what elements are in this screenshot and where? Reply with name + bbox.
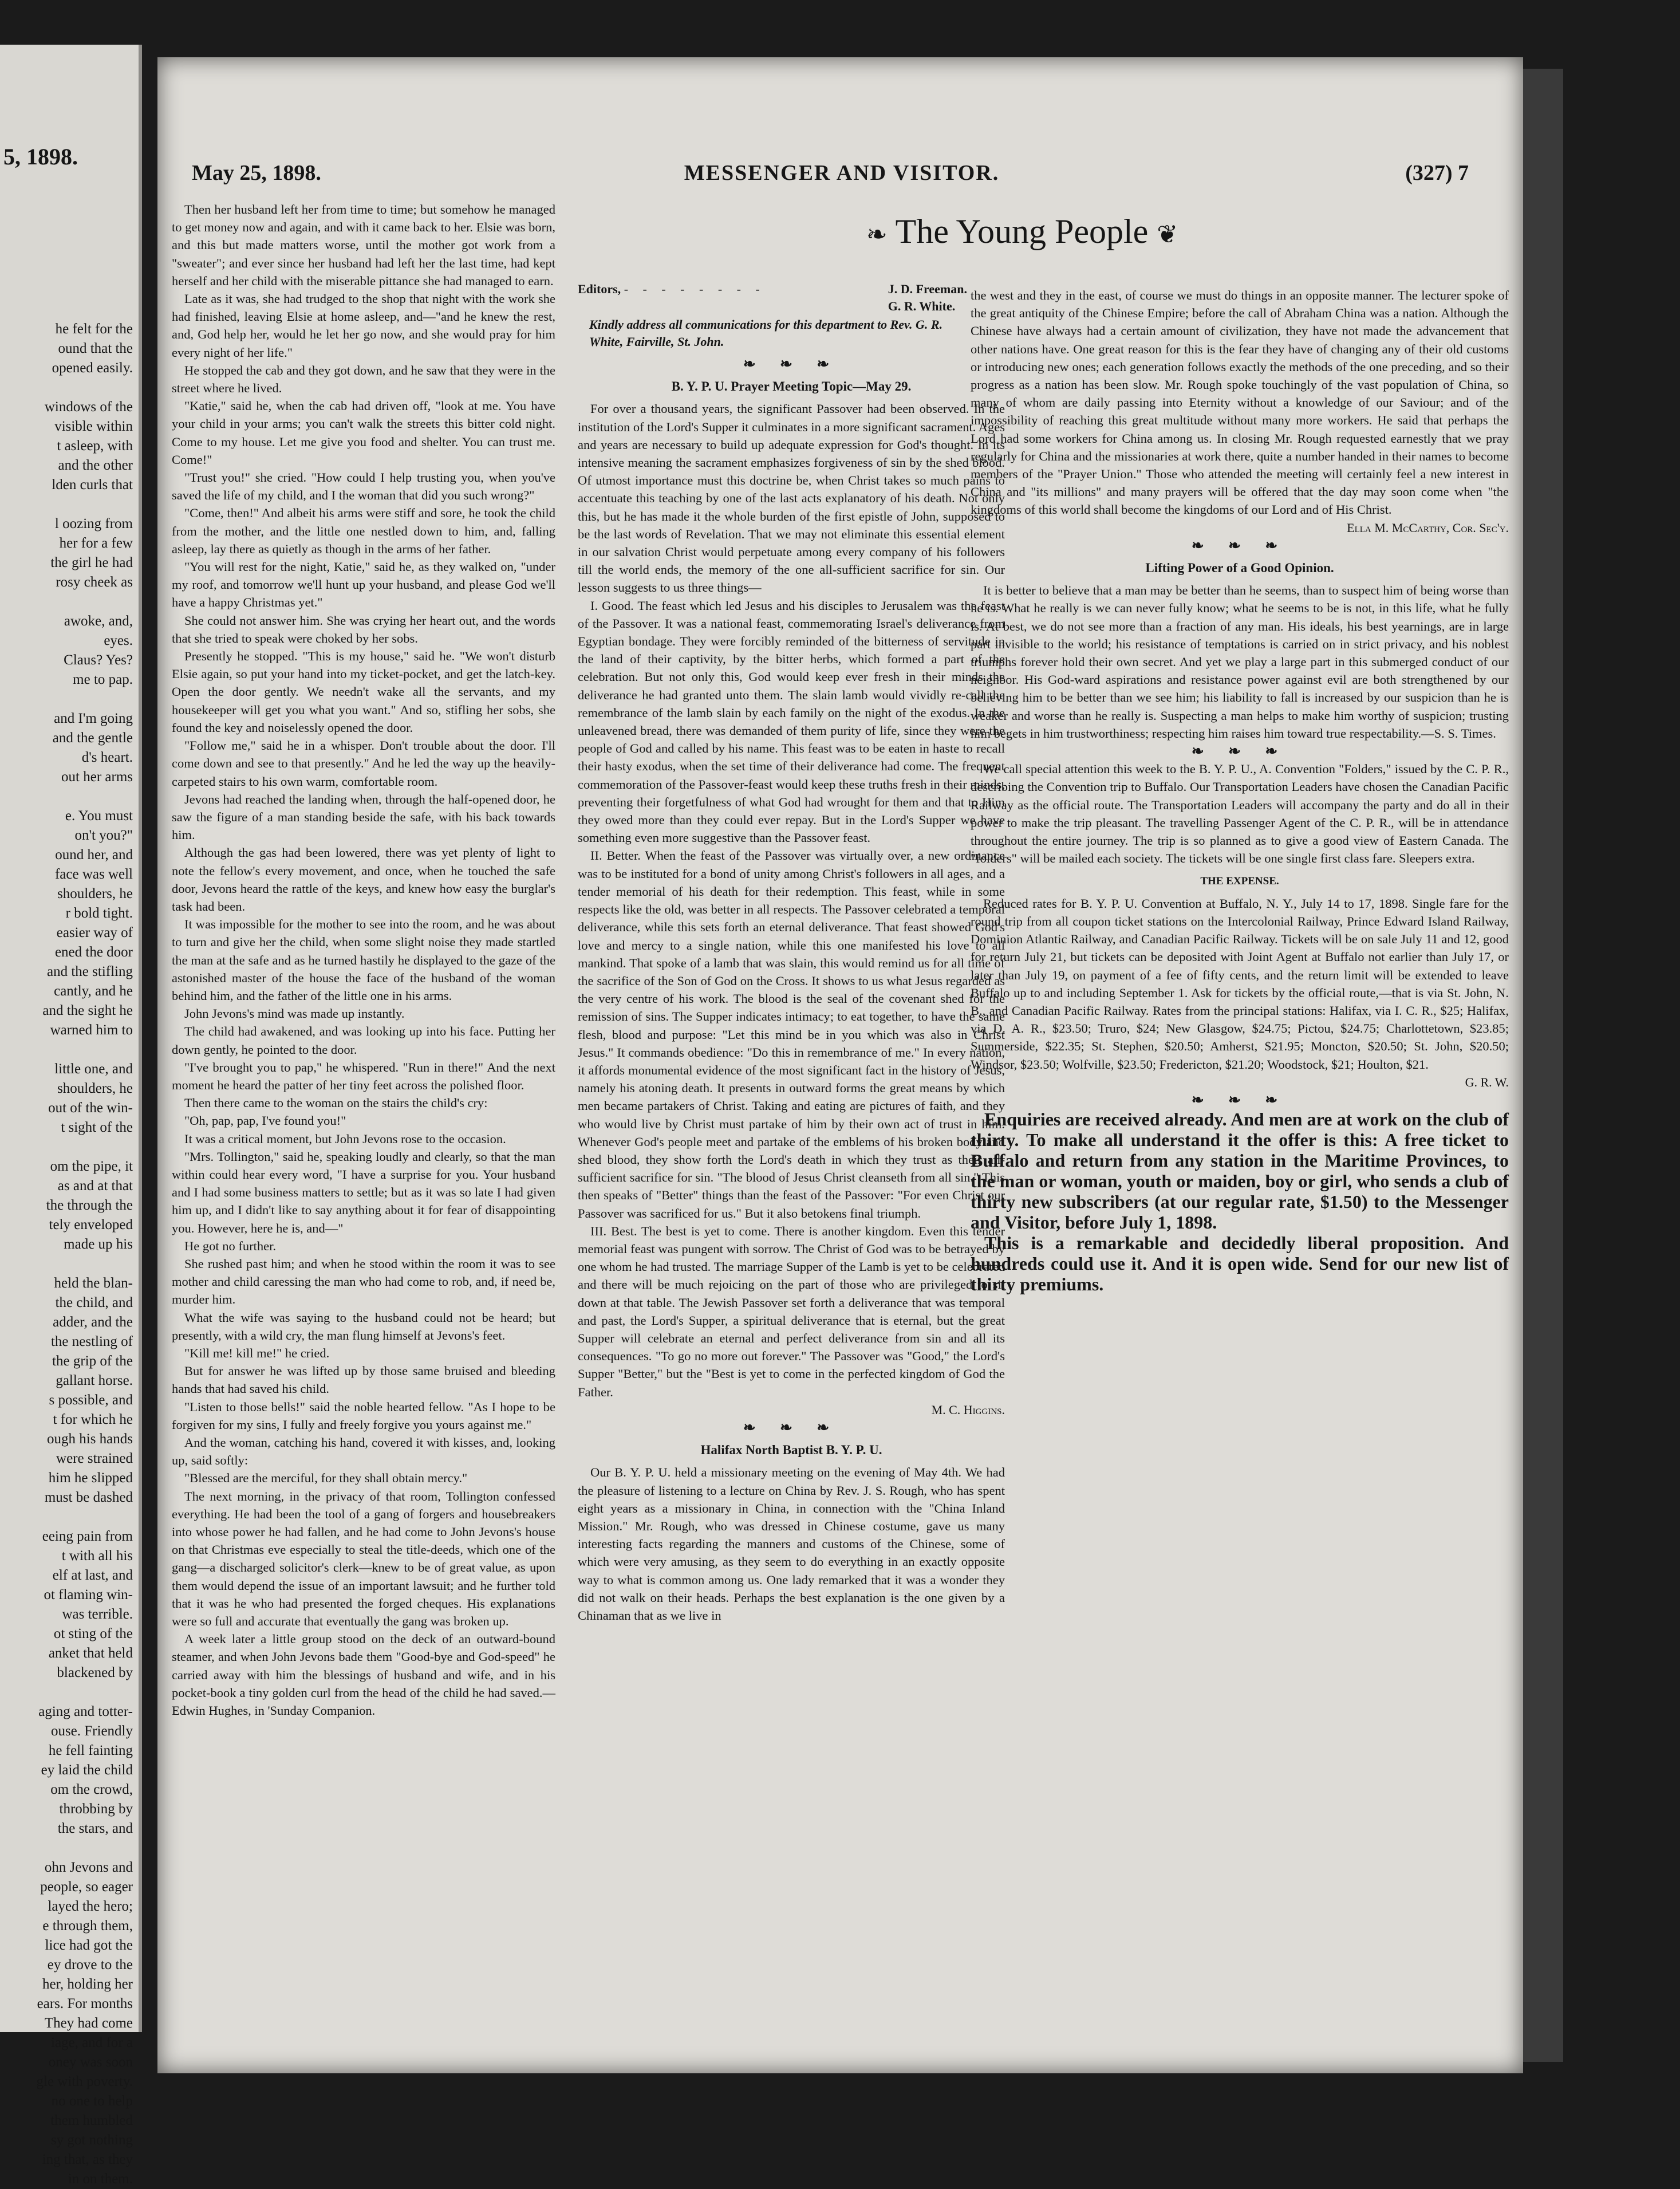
prayer-signature: M. C. Higgins.: [931, 1402, 1005, 1417]
previous-page-line: [37, 1683, 133, 1702]
section-ornament: ❧ ❧ ❧: [1191, 1091, 1288, 1108]
halifax-paragraph: Our B. Y. P. U. held a missionary meeting on the evening of May 4th. We had the pleasure of listening to a lecture on China by Rev. J. S. Rough, who has spent eight years as a missionary in China, in connection with the "China Inland Mission." Mr. Rough, who was dressed in Chinese costume, gave us many interesting facts regarding the manners and customs of the Chinese, some of which were very amusing, as they seem to do everything in an exactly opposite way to what is common among us. One lady remarked that it was a wonder they did not walk on their heads. Perhaps the best explanation is the one given by a Chinaman that as we live in: [578, 1465, 1005, 1623]
previous-page-line: s possible, and: [49, 1392, 133, 1408]
story-paragraph: "Oh, pap, pap, I've found you!": [184, 1113, 346, 1128]
previous-page-line: the girl he had: [50, 555, 133, 570]
previous-page-line: tely enveloped: [49, 1217, 133, 1233]
expense-paragraph: Reduced rates for B. Y. P. U. Convention at Buffalo, N. Y., July 14 to 17, 1898. Single fare for the round trip from all coupon ticket stations on the Intercolonial Railway, Prince Edward Island Railway, Dominion Atlantic Railway, and Canadian Pacific Railway. Tickets will be on sale July 11 and 12, good for return July 21, but tickets can be deposited with Joint Agent at Buffalo not earlier than July 17, or later than July 19, on payment of a fee of fifty cents, and the return limit will be extended to leave Buffalo up to and including September 1. Ask for tickets by the official route,—that is via St. John, N. B., and Canadian Pacific Railway. Rates from the principal stations: Halifax, via I. C. R., $25; Halifax, via D. A. R., $23.50; Truro, $24; New Glasgow, $24.75; Pictou, $24.75; Charlottetown, $23.85; Summerside, $22.35; St. Stephen, $20.50; Amherst, $21.95; Moncton, $20.50; St. John, $20.50; Windsor, $23.50; Wolfville, $23.50; Fredericton, $21.20; Woodstock, $21; Houlton, $21.: [971, 896, 1509, 1072]
page-header: [192, 160, 1492, 195]
header-date: May 25, 1898.: [192, 161, 321, 185]
previous-page-line: e through them,: [42, 1918, 133, 1934]
story-paragraph: But for answer he was lifted up by those same bruised and bleeding hands that had saved his child.: [172, 1364, 555, 1396]
right-column: [971, 286, 1509, 1294]
story-paragraph: "You will rest for the night, Katie," said he, as they walked on, "under my roof, and tomorrow we'll hunt up your husband, and please God we'll have a happy Christmas yet.": [172, 560, 555, 610]
halifax-signature: Ella M. McCarthy, Cor. Sec'y.: [1347, 520, 1509, 535]
previous-page-line: cantly, and he: [54, 983, 133, 999]
previous-page-line: t asleep, with: [57, 438, 133, 454]
previous-page-line: rosy cheek as: [56, 574, 133, 590]
previous-page-line: t for which he: [53, 1412, 133, 1427]
story-paragraph: "I've brought you to pap," he whispered. "Run in there!" And the next moment he heard the patter of her tiny feet across the polished floor.: [172, 1060, 555, 1092]
previous-page-line: eyes.: [104, 633, 133, 648]
header-page-number: (327) 7: [1405, 161, 1469, 185]
previous-page-line: [37, 1040, 133, 1060]
story-paragraph: The child had awakened, and was looking up into his face. Putting her down gently, he pointed to the door.: [172, 1024, 555, 1057]
previous-page-line: and the gentle: [52, 730, 133, 746]
halifax-title: Halifax North Baptist B. Y. P. U.: [700, 1443, 882, 1458]
previous-page-line: d's heart.: [81, 750, 133, 765]
previous-page-line: Claus? Yes?: [64, 652, 133, 668]
previous-page-line: adder, and the: [53, 1314, 133, 1330]
previous-page-line: [37, 690, 133, 709]
young-people-column: [578, 355, 1005, 2131]
previous-page-line: l oozing from: [54, 516, 133, 531]
previous-page-line: aging and totter-: [38, 1704, 133, 1719]
previous-page-line: windows of the: [44, 399, 133, 415]
convention-paragraph: We call special attention this week to the B. Y. P. U., A. Convention "Folders," issued by the C. P. R., describing the Convention trip to Buffalo. Our Transportation Leaders have chosen the Canadian Pacific Railway as the official route. The Transportation Leaders will accompany the party and do all in their power to make the trip pleasant. The travelling Passenger Agent of the C. P. R., will be in attendance throughout the entire journey. The trip is so planned as to give a good view of Eastern Canada. The "folders" will be mailed each society. The tickets will be one single first class fare. Sleepers extra.: [971, 762, 1509, 866]
story-column: [172, 200, 555, 2062]
previous-page-line: her for a few: [59, 536, 133, 551]
previous-page-text: [37, 320, 133, 2189]
previous-page-line: on't you?": [74, 828, 133, 843]
previous-page-date: 5, 1898.: [3, 144, 78, 170]
prayer-topic-title: B. Y. P. U. Prayer Meeting Topic—May 29.: [671, 379, 912, 394]
previous-page-line: sy got nothing: [50, 2132, 133, 2148]
previous-page-line: ot flaming win-: [44, 1587, 133, 1603]
editors-label: Editors,: [578, 282, 621, 296]
previous-page-line: ened the door: [54, 944, 133, 960]
previous-page-line: ouse. Friendly: [50, 1723, 133, 1739]
previous-page-line: [37, 378, 133, 397]
previous-page-line: he felt for the: [55, 321, 133, 337]
story-paragraph: And the woman, catching his hand, covered it with kisses, and, looking up, said softly:: [172, 1435, 555, 1468]
section-ornament: ❧ ❧ ❧: [743, 1419, 840, 1436]
previous-page-line: face was well: [54, 867, 133, 882]
previous-page-line: t with all his: [61, 1548, 133, 1564]
previous-page-line: They had come: [44, 2015, 133, 2031]
previous-page-line: no one to help: [51, 2093, 133, 2109]
previous-page-line: must be dashed: [44, 1490, 133, 1505]
prayer-paragraph: I. Good. The feast which led Jesus and his disciples to Jerusalem was the feast of the Passover. It was a national feast, commemorating Israel's deliverance from Egyptian bondage. They were forcibly reminded of the bitterness of servitude in the land of their captivity, by the bitter herbs, which formed a part of the celebration. But not only this, God would keep ever fresh in their minds the deliverance he had granted unto them. The slain lamb would vividly re-call the remembrance of the lamb slain by each family on the night of the exodus. In the unleavened bread, there was demanded of them purity of life, since they were the people of God and called by his name. This feast was to be eaten in haste to recall their hasty exodus, when the set time of their deliverance had come. The frequent commemoration of the Passover-feast would keep these truths fresh in their minds, preventing their forgetfulness of what God had wrought for them and that to Him they owed more than they could ever repay. But in the Lord's Supper we have something even more suggestive than the Passover feast.: [578, 598, 1005, 845]
story-paragraph: She could not answer him. She was crying her heart out, and the words that she tried to speak were choked by her sobs.: [172, 613, 555, 645]
previous-page-line: people, so eager: [40, 1879, 133, 1895]
ad-paragraph: Enquiries are received already. And men are at work on the club of thirty. To make all understand it the offer is this: A free ticket to Buffalo and return from any station in the Maritime Provinces, to the man or woman, youth or maiden, boy or girl, who sends a club of thirty new subscribers (at our regular rate, $1.50) to the Messenger and Visitor, before July 1, 1898.: [971, 1109, 1509, 1233]
previous-page-line: easier way of: [56, 925, 133, 940]
previous-page-line: r bold tight.: [65, 905, 133, 921]
story-paragraph: Jevons had reached the landing when, through the half-opened door, he saw the figure of a man standing beside the safe, with his back towards him.: [172, 792, 555, 842]
previous-page-line: ound her, and: [55, 847, 133, 863]
story-paragraph: "Come, then!" And albeit his arms were stiff and sore, he took the child from the mother, and the little one nestled down to him, and, falling asleep, lay there as quietly as though in the arms of her father.: [172, 506, 555, 556]
story-paragraph: It was impossible for the mother to see into the room, and he was about to turn and give her the child, when some slight noise they made startled the man at the safe and as he turned hastily he displayed to the gaze of the astonished master of the house the face of the husband of the woman behind him, and the father of the little one in his arms.: [172, 917, 555, 1003]
previous-page-line: iage, and for a: [51, 2035, 133, 2050]
editor-name: J. D. Freeman.: [888, 282, 967, 296]
previous-page-line: [37, 1838, 133, 1858]
previous-page-line: and the sight he: [42, 1003, 133, 1018]
previous-page-line: awoke, and,: [64, 613, 133, 629]
story-paragraph: Then there came to the woman on the stairs the child's cry:: [184, 1096, 488, 1111]
previous-page-line: e. You must: [65, 808, 133, 824]
lifting-paragraph: It is better to believe that a man may be better than he seems, than to suspect him of being worse than he is. What he really is we can never fully know; what he seems to be is not, in this life, what he fully is. At best, we do not see more than a fraction of any man. His ideals, his best yearnings, are in large part invisible to the world; his resistance of temptations is carried on in strict privacy, and his noblest triumphs forever hold their own secret. And yet we play a large part in this submerged conduct of our neighbor. His God-ward aspirations and resistance power against evil are both strengthened by our believing him to be better than we see him; his liability to fall is increased by our suspicion than he is weaker and worse than he really is. Suspecting a man helps to make him worthy of suspicion; trusting him begets in him trustworthiness; respecting him raises him toward true respectability.—S. S. Times.: [971, 583, 1509, 741]
previous-page-line: [37, 787, 133, 806]
story-paragraph: "Kill me! kill me!" he cried.: [184, 1346, 330, 1360]
expense-title: THE EXPENSE.: [1200, 875, 1279, 887]
previous-page-line: t sight of the: [61, 1120, 133, 1135]
story-paragraph: "Listen to those bells!" said the noble hearted fellow. "As I hope to be forgiven for my sins, I fully and freely forgive you yours against me.": [172, 1399, 555, 1432]
story-paragraph: He got no further.: [184, 1238, 276, 1253]
previous-page-line: layed the hero;: [48, 1899, 133, 1914]
previous-page-line: visible within: [54, 419, 133, 434]
previous-page-line: [37, 1137, 133, 1157]
previous-page-line: lice had got the: [45, 1938, 133, 1953]
previous-page-line: them humbled: [50, 2113, 133, 2128]
previous-page-line: ot sting of the: [53, 1626, 133, 1641]
leaf-ornament-icon: ❧: [866, 221, 888, 249]
previous-page-line: om the pipe, it: [50, 1159, 133, 1174]
story-paragraph: He stopped the cab and they got down, and he saw that they were in the street where he lived.: [172, 363, 555, 396]
prayer-topic-body: [578, 400, 1005, 1400]
previous-page-line: in on them.: [68, 2171, 133, 2187]
story-paragraph: "Katie," said he, when the cab had driven off, "look at me. You have your child in your arms; you can't walk the streets this bitter cold night. Come to my house. Let me give you food and shelter. You can trust me. Come!": [172, 399, 555, 467]
previous-page-line: were strained: [56, 1451, 133, 1466]
previous-page-line: and I'm going: [54, 711, 133, 726]
previous-page-line: [37, 495, 133, 514]
story-paragraph: She rushed past him; and when he stood within the room it was to see mother and child caressing the man who had come to rob, and, if need be, murder him.: [172, 1256, 555, 1307]
previous-page-line: gallant horse.: [56, 1373, 133, 1388]
previous-page-line: the stars, and: [57, 1821, 133, 1836]
previous-page-line: he fell fainting: [48, 1743, 133, 1758]
ad-paragraph-2: This is a remarkable and decidedly liberal proposition. And hundreds could use it. And it is open wide. Send for our new list of thirty premiums.: [971, 1233, 1509, 1295]
halifax-continued: the west and they in the east, of course we must do things in an opposite manner. The lecturer spoke of the great antiquity of the Chinese Empire; before the call of Abraham China was a nation. Although the Chinese have always had a certain amount of civilization, they have not made the advancement that other nations have. One great reason for this is the fear they have of changing any of their old customs or introducing new ones; each generation follows exactly the methods of the one preceding, and so their progress as a nation has been slow. Mr. Rough spoke touchingly of the vast population of China, so many of whom are daily passing into Eternity without a knowledge of our Saviour; and of the impossibility of reaching this great multitude without many more workers. He said that perhaps the Lord had some workers for China among us. In closing Mr. Rough requested earnestly that we pray regularly for China and the missionaries at work there, quite a number handed in their names to become members of the "Prayer Union." Those who attended the meeting will certainly feel a new interest in China and "its millions" and many prayers will be offered that the day may soon come when "the kingdoms of this world shall become the kingdoms of our Lord and of His Christ.: [971, 288, 1509, 517]
banner-title: The Young People: [895, 212, 1149, 250]
story-paragraph: Presently he stopped. "This is my house," said he. "We won't disturb Elsie again, so put your hand into my ticket-pocket, and get the latch-key. Open the door gently. We needn't wake all the servants, and my housekeeper will get you what you want." And so, stifling her sobs, she found the key and noiselessly opened the door.: [172, 649, 555, 735]
previous-page-line: lden curls that: [52, 477, 133, 493]
previous-page-line: out of the win-: [48, 1100, 133, 1116]
story-paragraph: What the wife was saying to the husband could not be heard; but presently, with a wild cry, the man flung himself at Jevons's feet.: [172, 1310, 555, 1342]
previous-page-line: eeing pain from: [42, 1529, 133, 1544]
previous-page-line: ohn Jevons and: [44, 1860, 133, 1875]
previous-page-line: ey laid the child: [41, 1762, 133, 1778]
previous-page-line: blackened by: [57, 1665, 133, 1680]
story-paragraph: Late as it was, she had trudged to the shop that night with the work she had finished, leaving Elsie at home asleep, and—"and he knew the rest, and, God help her, would he let her go now, and she would pray for him every night of her life.": [172, 292, 555, 360]
story-paragraph: "Trust you!" she cried. "How could I help trusting you, when you've saved the life of my child, and I the woman that did you such wrong?": [172, 470, 555, 503]
story-paragraph: It was a critical moment, but John Jevons rose to the occasion.: [184, 1131, 506, 1146]
previous-page-line: ing that, as they: [42, 2152, 133, 2167]
prayer-paragraph: II. Better. When the feast of the Passover was virtually over, a new ordinance was to be instituted for a bond of unity among Christ's followers in all ages, and a tender memorial of his death for their redemption. This feast, while in some respects like the old, was better in all respects. The Passover celebrated a temporal deliverance, while this sets forth an eternal deliverance. That feast showed God's love and mercy to a single nation, while this one manifested his love to all mankind. That spoke of a lamb that was slain, this would remind us for all time of the sacrifice of the Son of God on the Cross. It shows to us what Jesus regarded as the very centre of his work. The blood is the seal of the covenant shed for the remission of sins. The Supper indicates intimacy; to eat together, to have the same flesh, blood and purpose: "Let this mind be in you which was also in Christ Jesus." It commands obedience: "Do this in remembrance of me." In every nation, it affords monumental evidence of the most significant fact in the history of Jesus, namely his atoning death. It presents in outward forms the great means by which men became partakers of Christ. Taking and eating are pictures of faith, and they who would live by Christ must partake of him by their own act of trust in him. Whenever God's people meet and partake of the emblems of his broken body and shed blood, they show forth the Lord's death in which they trust as their all-sufficient sacrifice for sin. "The blood of Jesus Christ cleanseth from all sin." This then speaks of "Better" things than the feast of the Passover: "For even Christ our Passover was sacrificed for us." But it also betokens final triumph.: [578, 848, 1005, 1221]
header-title: MESSENGER AND VISITOR.: [684, 161, 1000, 185]
previous-page-line: and the other: [58, 458, 133, 473]
previous-page-line: the grip of the: [52, 1353, 133, 1369]
editors-names: [888, 281, 967, 315]
previous-page-edge: [0, 45, 142, 2187]
story-paragraph: "Mrs. Tollington," said he, speaking loudly and clearly, so that the man within could hear every word, "I have a surprise for you. Your husband and I had some business matters to settle; but as it was so late I had given him up, and I didn't like to say anything about it for fear of disappointing you. However, here he is, and—": [172, 1149, 555, 1235]
previous-page-line: throbbing by: [59, 1801, 133, 1817]
expense-signature: G. R. W.: [1465, 1074, 1509, 1089]
previous-page-line: ears. For months: [37, 1996, 133, 2011]
previous-page-line: the child, and: [55, 1295, 133, 1310]
previous-page-line: elf at last, and: [52, 1568, 133, 1583]
editors-note: Kindly address all communications for this department to Rev. G. R. White, Fairville, St. John.: [589, 317, 943, 349]
previous-page-line: the nestling of: [50, 1334, 133, 1349]
previous-page-line: opened easily.: [52, 360, 133, 376]
previous-page-line: gle with poverty.: [36, 2074, 133, 2089]
previous-page-line: made up his: [64, 1237, 133, 1252]
previous-page-line: [37, 1254, 133, 1274]
previous-page-line: shoulders, he: [57, 886, 133, 901]
previous-page-line: oney was soon: [48, 2054, 133, 2070]
previous-page-line: ound that the: [58, 341, 133, 356]
section-ornament: ❧ ❧ ❧: [743, 356, 840, 372]
previous-page-line: him he slipped: [48, 1470, 133, 1486]
previous-page-line: shoulders, he: [57, 1081, 133, 1096]
previous-page-line: [37, 592, 133, 612]
prayer-paragraph: For over a thousand years, the significant Passover had been observed. In the institution of the Lord's Supper it culminates in a more significant sacrament. Ages and years are necessary to build up adequate expression for God's thought. In its intensive meaning the sacrament emphasizes forgiveness of sin by the shed blood. Of utmost importance must this doctrine be, when Christ takes so much pains to accentuate this teaching by one of the last acts explanatory of his death. Not only this, but he has made it the whole burden of the first epistle of John, supposed to be the last words of Revelation. That we may not eliminate this essential element in our salvation Christ would perpetuate among every company of his followers till the world ends, the memory of the one all-sufficient sacrifice for sin. Our lesson suggests to us three things—: [578, 401, 1005, 595]
story-paragraph: Although the gas had been lowered, there was yet plenty of light to note the fellow's every movement, and once, when he touched the safe door, Jevons heard the rattle of the keys, and knew how easy the burglar's task had been.: [172, 845, 555, 914]
story-paragraph: "Follow me," said he in a whisper. Don't trouble about the door. I'll come down and see to that presently." And he led the way up the heavily-carpeted stairs to his own warm, comfortable room.: [172, 738, 555, 789]
previous-page-line: held the blan-: [54, 1275, 133, 1291]
prayer-paragraph: III. Best. The best is yet to come. There is another kingdom. Even this tender memorial feast was pungent with sorrow. The Christ of God was to be betrayed by one whom he had trusted. The marriage Supper of the Lamb is yet to be celebrated and there will be much rejoicing on the part of those who are privileged to sit down at that table. The Jewish Passover set forth a deliverance that was temporal and past, the Lord's Supper, a spiritual deliverance that is eternal, but the great Supper will celebrate an eternal and perfect deliverance from sin and all its consequences. "To go no more out forever." The Passover was "Good," the Lord's Supper "Better," but the "Best is yet to come in the perfected kingdom of God the Father.: [578, 1223, 1005, 1399]
editor-name: G. R. White.: [888, 299, 956, 313]
previous-page-line: little one, and: [54, 1061, 133, 1077]
previous-page-line: out her arms: [61, 769, 133, 785]
lifting-title: Lifting Power of a Good Opinion.: [1145, 561, 1334, 576]
story-paragraph: John Jevons's mind was made up instantly.: [184, 1006, 405, 1021]
previous-page-line: was terrible.: [62, 1607, 133, 1622]
section-ornament: ❧ ❧ ❧: [1191, 743, 1288, 760]
editors-box: Editors, - - - - - - - - J. D. Freeman. G. R. White. Kindly address all communications for this department to Rev. G. R. White, Fairville, St. John.: [578, 281, 967, 298]
previous-page-line: ough his hands: [47, 1431, 133, 1447]
story-paragraph: The next morning, in the privacy of that room, Tollington confessed everything. He had been the tool of a gang of forgers and housebreakers into whose power he had fallen, and he had come to John Jevons's house on that Christmas eve especially to steal the title-deeds, which one of the gang—a discharged solicitor's clerk—knew to be of great value, as upon them would depend the issue of an important lawsuit; and he further told that it was he who had presented the forged cheques. His explanations were so full and accurate that eventually the gang was broken up.: [172, 1489, 555, 1629]
previous-page-line: warned him to: [50, 1022, 133, 1038]
previous-page-line: anket that held: [48, 1645, 133, 1661]
previous-page-line: [37, 1507, 133, 1527]
previous-page-line: om the crowd,: [50, 1782, 133, 1797]
young-people-banner: [764, 212, 1280, 251]
page-binding-edge: [1523, 69, 1563, 2062]
story-paragraph: A week later a little group stood on the deck of an outward-bound steamer, and when John Jevons bade them "Good-bye and God-speed" he carried away with him the blessings of husband and wife, and in his pocket-book a tiny golden curl from the head of the child he had saved.—Edwin Hughes, in 'Sunday Companion.: [172, 1632, 555, 1718]
previous-page-line: ey drove to the: [47, 1957, 133, 1973]
story-paragraph: "Blessed are the merciful, for they shall obtain mercy.": [184, 1471, 468, 1486]
previous-page-line: and the stifling: [47, 964, 133, 979]
previous-page-line: me to pap.: [73, 672, 133, 687]
previous-page-line: as and at that: [57, 1178, 133, 1194]
previous-page-line: her, holding her: [42, 1977, 133, 1992]
leaf-ornament-icon: ❦: [1157, 221, 1178, 249]
previous-page-line: the through the: [46, 1198, 133, 1213]
story-paragraph: Then her husband left her from time to time; but somehow he managed to get money now and again, and with it came back to her. Elsie was born, and this but made matters worse, until the mother got work from a "sweater"; and ever since her husband had left her the last time, had kept herself and her child with the miserable pittance she had managed to earn.: [172, 202, 555, 288]
newspaper-page: [157, 57, 1523, 2073]
section-ornament: ❧ ❧ ❧: [1191, 537, 1288, 554]
